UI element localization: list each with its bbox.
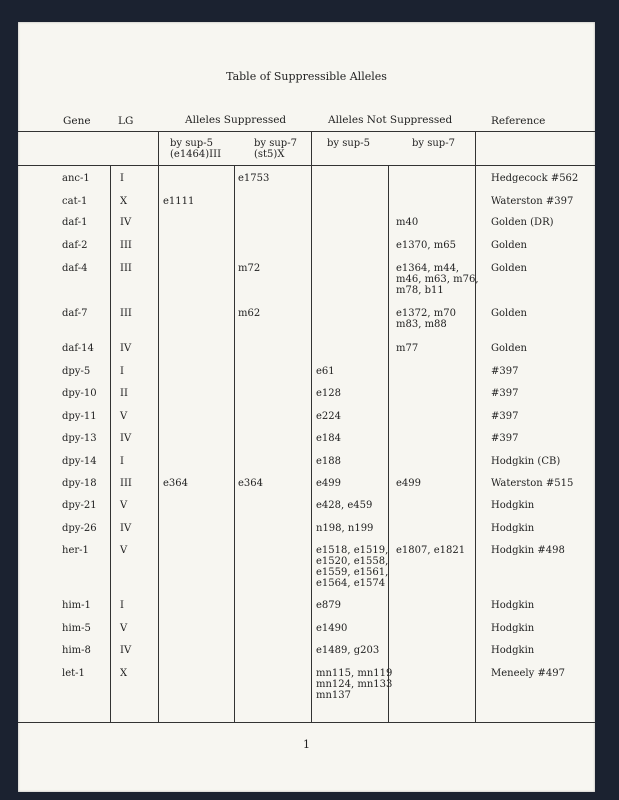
sup5-suppressed-cell: e364: [163, 478, 189, 489]
gene-cell: let-1: [62, 668, 85, 679]
reference-cell: Hedgecock #562: [491, 173, 579, 184]
gene-cell: daf-4: [62, 263, 88, 274]
sup5-not-suppressed-cell: e128: [316, 388, 342, 399]
reference-cell: #397: [491, 366, 519, 377]
lg-cell: X: [120, 668, 128, 679]
sup7-not-suppressed-cell: m77: [396, 343, 419, 354]
reference-cell: Hodgkin: [491, 500, 535, 511]
header-lg: LG: [118, 115, 134, 127]
lg-cell: X: [120, 196, 128, 207]
sup7-suppressed-cell: e1753: [238, 173, 270, 184]
header-alleles-not-suppressed: Alleles Not Suppressed: [328, 114, 453, 126]
sup5-not-suppressed-cell: e1518, e1519, e1520, e1558, e1559, e1561, e1564, e1574: [316, 545, 389, 589]
header-gene: Gene: [63, 115, 91, 127]
gene-cell: daf-7: [62, 308, 88, 319]
reference-cell: #397: [491, 411, 519, 422]
sup5-suppressed-cell: e1111: [163, 196, 195, 207]
column-rule: [234, 165, 235, 722]
sup7-suppressed-cell: m62: [238, 308, 261, 319]
gene-cell: dpy-18: [62, 478, 97, 489]
sup5-not-suppressed-cell: e224: [316, 411, 342, 422]
column-rule: [311, 131, 312, 722]
lg-cell: III: [120, 478, 132, 489]
sup7-not-suppressed-cell: e499: [396, 478, 422, 489]
reference-cell: Waterston #397: [491, 196, 574, 207]
sup5-not-suppressed-cell: e1490: [316, 623, 348, 634]
reference-cell: Hodgkin: [491, 645, 535, 656]
sup7-suppressed-cell: e364: [238, 478, 264, 489]
gene-cell: daf-14: [62, 343, 94, 354]
gene-cell: anc-1: [62, 173, 90, 184]
header-alleles-suppressed: Alleles Suppressed: [185, 114, 287, 126]
reference-cell: Golden: [491, 343, 527, 354]
lg-cell: I: [120, 366, 124, 377]
lg-cell: IV: [120, 523, 132, 534]
page-title: Table of Suppressible Alleles: [226, 70, 387, 83]
sup7-not-suppressed-cell: e1372, m70 m83, m88: [396, 308, 456, 330]
sup5-not-suppressed-cell: n198, n199: [316, 523, 374, 534]
sup5-not-suppressed-cell: e1489, g203: [316, 645, 380, 656]
reference-cell: Hodgkin: [491, 523, 535, 534]
column-rule: [388, 165, 389, 722]
sup7-not-suppressed-cell: e1364, m44, m46, m63, m76, m78, b11: [396, 263, 479, 296]
sup5-not-suppressed-cell: e428, e459: [316, 500, 373, 511]
sup7-not-suppressed-cell: e1807, e1821: [396, 545, 466, 556]
lg-cell: I: [120, 600, 124, 611]
lg-cell: II: [120, 388, 128, 399]
gene-cell: daf-1: [62, 217, 88, 228]
lg-cell: I: [120, 173, 124, 184]
reference-cell: Hodgkin #498: [491, 545, 565, 556]
subheader-sup5-suppressed: by sup-5 (e1464)III: [170, 138, 222, 160]
reference-cell: Golden (DR): [491, 217, 554, 228]
gene-cell: her-1: [62, 545, 89, 556]
reference-cell: Hodgkin: [491, 600, 535, 611]
reference-cell: Hodgkin (CB): [491, 456, 561, 467]
sup7-suppressed-cell: m72: [238, 263, 261, 274]
gene-cell: cat-1: [62, 196, 88, 207]
lg-cell: III: [120, 308, 132, 319]
reference-cell: Meneely #497: [491, 668, 565, 679]
lg-cell: IV: [120, 645, 132, 656]
reference-cell: Waterston #515: [491, 478, 574, 489]
column-rule: [110, 165, 111, 722]
subheader-sup7-suppressed: by sup-7 (st5)X: [254, 138, 297, 160]
header-reference: Reference: [491, 115, 546, 127]
reference-cell: Hodgkin: [491, 623, 535, 634]
lg-cell: III: [120, 263, 132, 274]
subheader-sup7-not-suppressed: by sup-7: [412, 138, 455, 149]
lg-cell: V: [120, 411, 128, 422]
gene-cell: him-8: [62, 645, 91, 656]
lg-cell: V: [120, 500, 128, 511]
document-page: [18, 22, 595, 792]
gene-cell: dpy-26: [62, 523, 97, 534]
gene-cell: dpy-21: [62, 500, 97, 511]
sup5-not-suppressed-cell: e188: [316, 456, 342, 467]
lg-cell: IV: [120, 217, 132, 228]
reference-cell: Golden: [491, 308, 527, 319]
gene-cell: daf-2: [62, 240, 88, 251]
lg-cell: III: [120, 240, 132, 251]
sup5-not-suppressed-cell: e499: [316, 478, 342, 489]
subheader-sup5-not-suppressed: by sup-5: [327, 138, 370, 149]
sup5-not-suppressed-cell: mn115, mn119 mn124, mn133 mn137: [316, 668, 393, 701]
lg-cell: V: [120, 623, 128, 634]
header-rule-bottom: [18, 165, 595, 166]
page-number: 1: [303, 738, 310, 751]
column-rule: [158, 131, 159, 722]
reference-cell: Golden: [491, 240, 527, 251]
gene-cell: dpy-11: [62, 411, 97, 422]
sup7-not-suppressed-cell: e1370, m65: [396, 240, 456, 251]
sup5-not-suppressed-cell: e879: [316, 600, 342, 611]
gene-cell: him-5: [62, 623, 91, 634]
lg-cell: IV: [120, 433, 132, 444]
lg-cell: IV: [120, 343, 132, 354]
lg-cell: V: [120, 545, 128, 556]
reference-cell: Golden: [491, 263, 527, 274]
table-rule-bottom: [18, 722, 595, 723]
header-rule-top: [18, 131, 595, 132]
reference-cell: #397: [491, 433, 519, 444]
sup7-not-suppressed-cell: m40: [396, 217, 419, 228]
lg-cell: I: [120, 456, 124, 467]
gene-cell: dpy-13: [62, 433, 97, 444]
gene-cell: dpy-10: [62, 388, 97, 399]
column-rule: [475, 131, 476, 722]
reference-cell: #397: [491, 388, 519, 399]
sup5-not-suppressed-cell: e61: [316, 366, 335, 377]
gene-cell: dpy-5: [62, 366, 91, 377]
gene-cell: dpy-14: [62, 456, 97, 467]
gene-cell: him-1: [62, 600, 91, 611]
sup5-not-suppressed-cell: e184: [316, 433, 342, 444]
